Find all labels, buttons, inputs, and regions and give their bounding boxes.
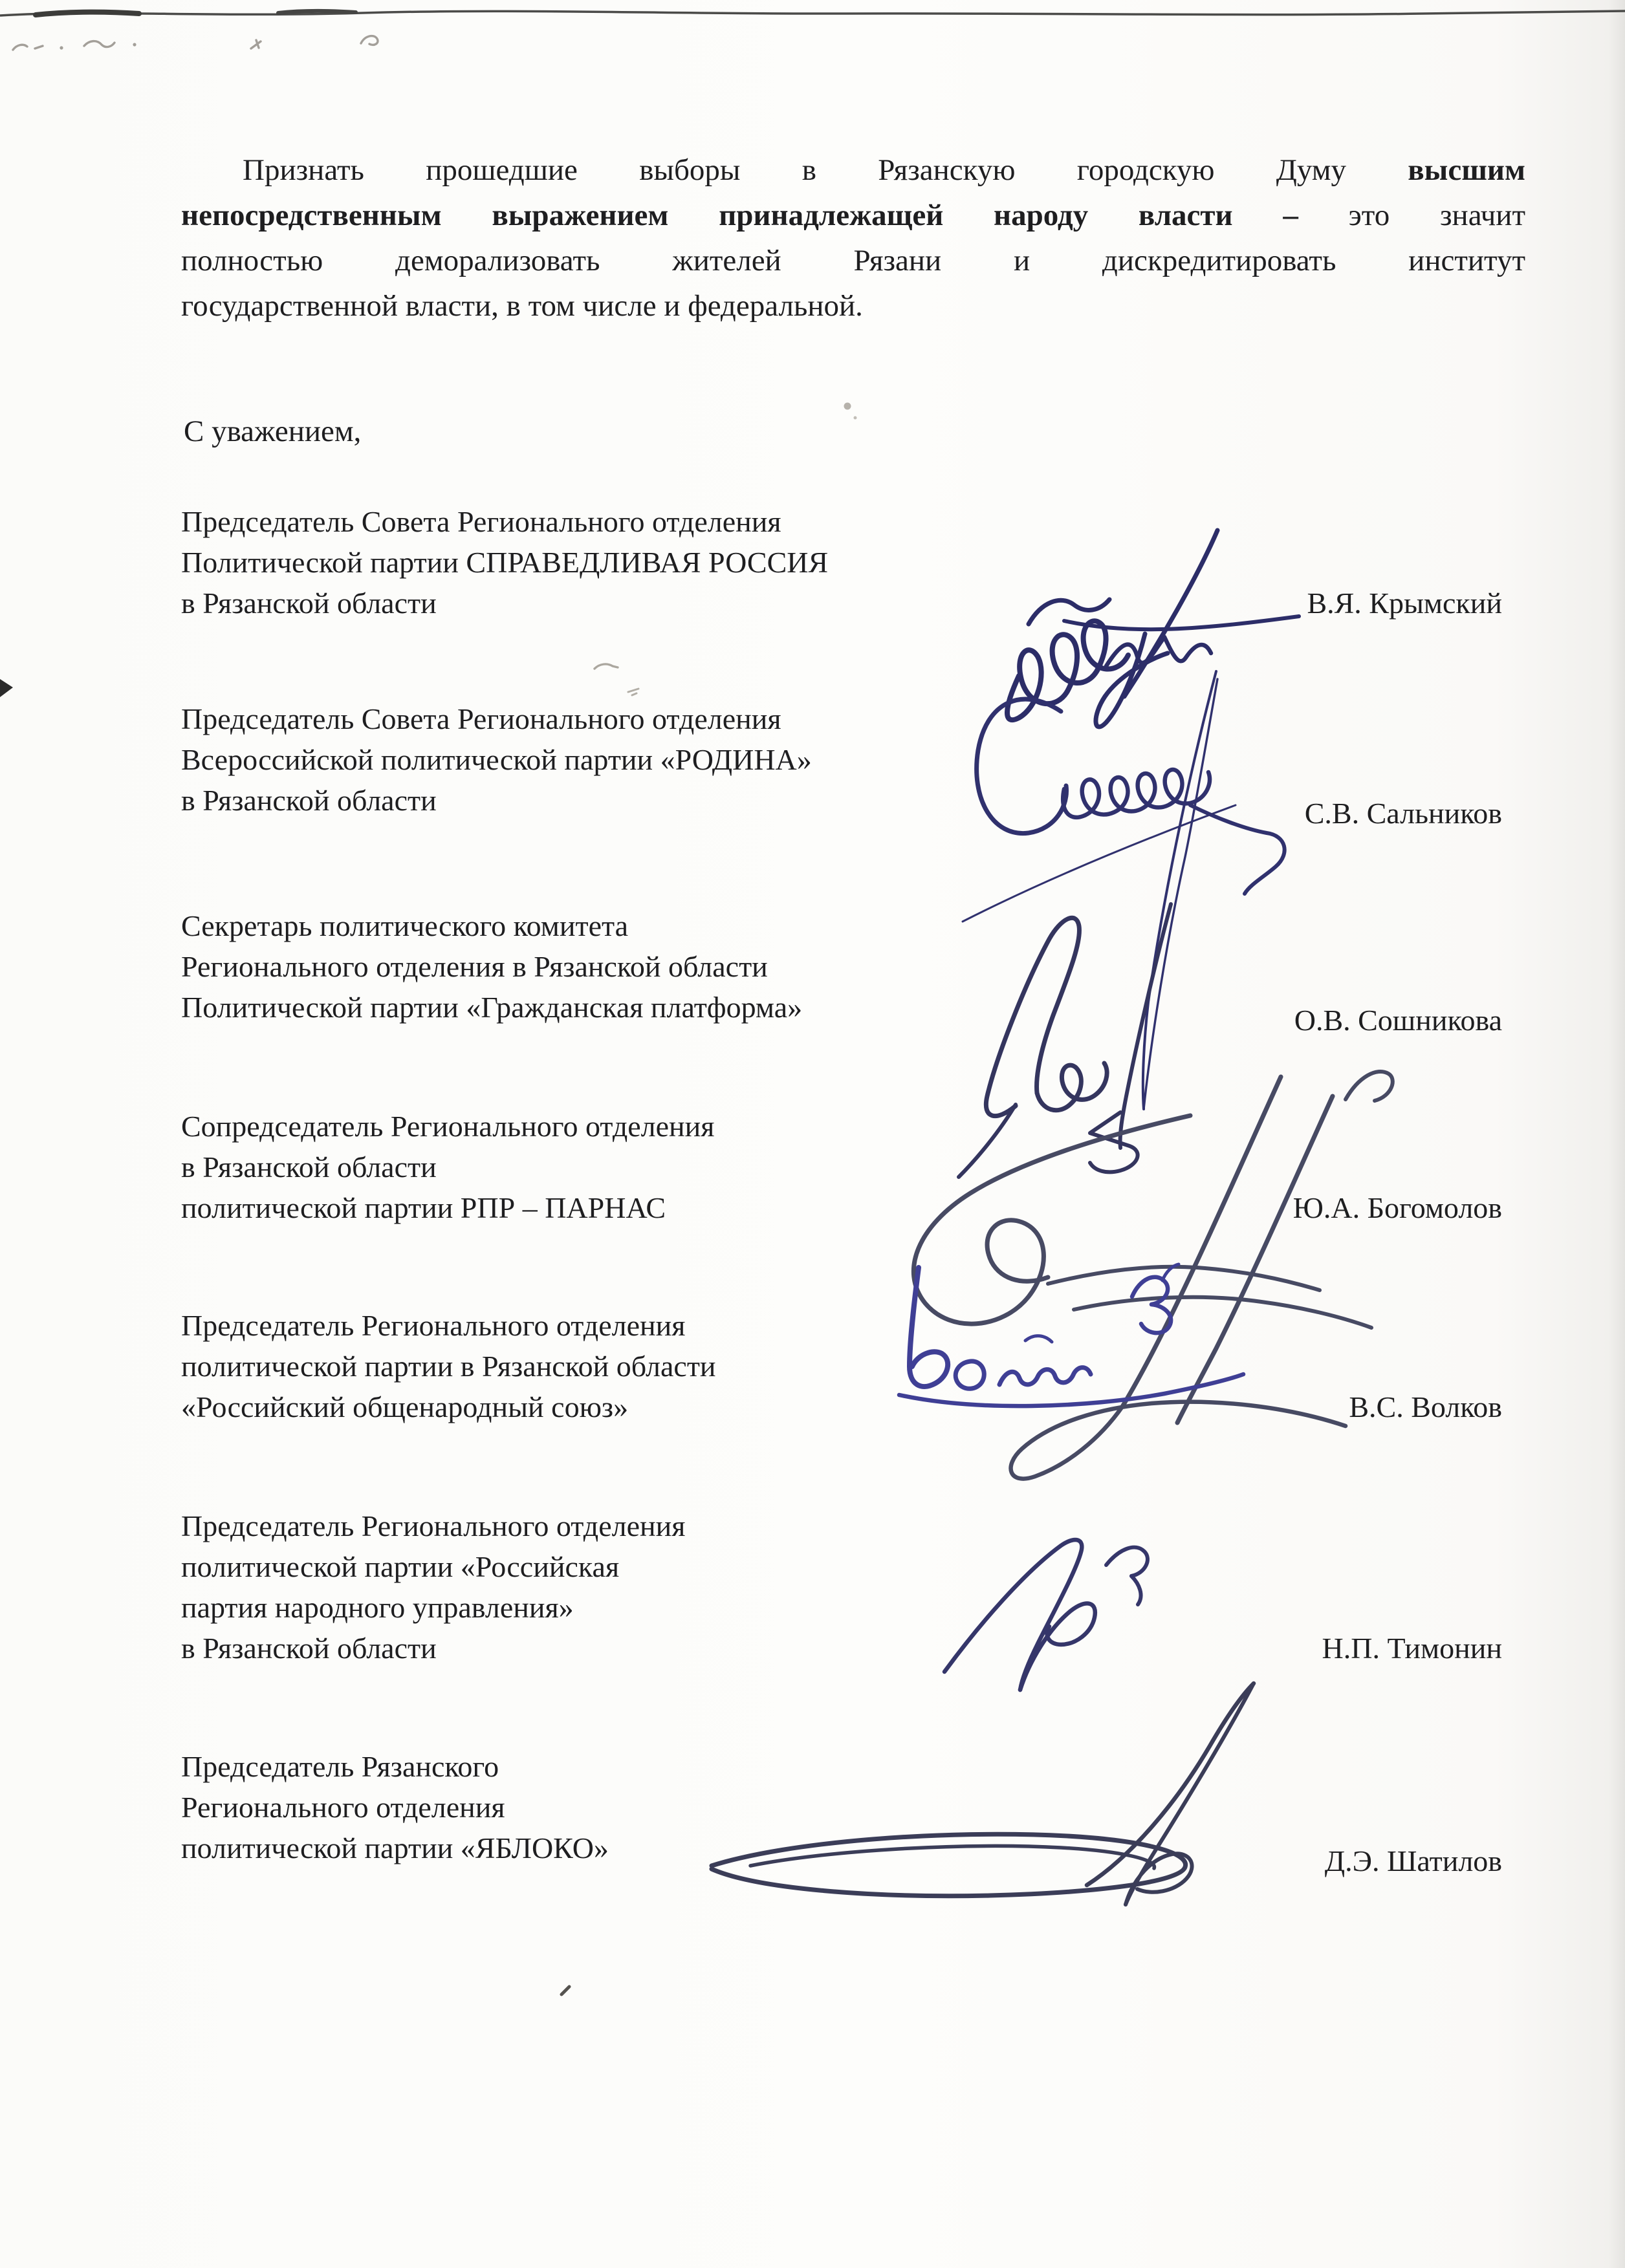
title-line: Политической партии «Гражданская платформа» (181, 991, 803, 1024)
title-line: в Рязанской области (181, 587, 437, 620)
signatory-block-7 (181, 1746, 1502, 1877)
title-line: Политической партии СПРАВЕДЛИВАЯ РОССИЯ (181, 546, 829, 579)
edge-nick (0, 678, 17, 700)
title-line: Председатель Совета Регионального отделения (181, 702, 781, 735)
title-line: политической партии РПР – ПАРНАС (181, 1191, 666, 1224)
title-line: Председатель Совета Регионального отделения (181, 505, 781, 538)
signatory-name: Н.П. Тимонин (1322, 1632, 1502, 1665)
signatory-title (181, 905, 1281, 1028)
signatory-name: С.В. Сальников (1304, 797, 1502, 830)
title-line: в Рязанской области (181, 1632, 437, 1665)
signatory-block-5 (181, 1305, 1502, 1427)
scan-edge-line (0, 0, 1625, 30)
title-line: Председатель Рязанского (181, 1750, 499, 1783)
signatory-block-1 (181, 501, 1502, 623)
paper-speck (840, 398, 866, 427)
paragraph-text: это значит (1348, 199, 1526, 232)
signatory-title (181, 1746, 1312, 1868)
pencil-marks (6, 29, 420, 68)
title-line: политической партии «Российская (181, 1550, 620, 1583)
paragraph-text: Признать прошедшие выборы в Рязанскую городскую Думу (243, 153, 1346, 187)
title-line: Регионального отделения в Рязанской области (181, 950, 768, 983)
signatory-block-2 (181, 698, 1502, 830)
title-line: партия народного управления» (181, 1591, 574, 1624)
closing-salutation: С уважением, (184, 415, 362, 448)
title-line: Сопредседатель Регионального отделения (181, 1110, 715, 1143)
signatory-title (181, 501, 1294, 623)
pencil-tick-marks (592, 658, 650, 704)
signatory-title (181, 1106, 1280, 1228)
title-line: политической партии в Рязанской области (181, 1350, 716, 1383)
body-paragraph (181, 147, 1525, 329)
title-line: Председатель Регионального отделения (181, 1309, 686, 1342)
title-line: в Рязанской области (181, 784, 437, 817)
title-line: в Рязанской области (181, 1150, 437, 1183)
title-line: «Российский общенародный союз» (181, 1390, 629, 1423)
signatory-block-4 (181, 1106, 1502, 1228)
title-line: Секретарь политического комитета (181, 909, 629, 942)
signatory-title (181, 1305, 1336, 1427)
paragraph-line (181, 283, 1525, 329)
signatory-name: О.В. Сошникова (1294, 1004, 1502, 1037)
signatory-name: В.С. Волков (1349, 1390, 1502, 1423)
signatory-name: Д.Э. Шатилов (1324, 1844, 1502, 1877)
title-line: Регионального отделения (181, 1791, 505, 1824)
paragraph-text: государственной власти, в том числе и федеральной. (181, 289, 863, 323)
paragraph-line (181, 238, 1525, 283)
paragraph-bold-text: высшим (1408, 153, 1526, 187)
title-line: Председатель Регионального отделения (181, 1509, 686, 1542)
signatory-name: В.Я. Крымский (1307, 587, 1502, 620)
bottom-speck (556, 1980, 589, 2003)
signatory-block-6 (181, 1506, 1502, 1669)
paragraph-text: полностью деморализовать жителей Рязани и дискредитировать институт (181, 244, 1525, 277)
title-line: политической партии «ЯБЛОКО» (181, 1831, 609, 1864)
paragraph-line (181, 147, 1525, 193)
paragraph-line (181, 193, 1525, 238)
paragraph-bold-text: непосредственным выражением принадлежащей народу власти – (181, 199, 1298, 232)
signatory-title (181, 698, 1292, 821)
signatory-block-3 (181, 905, 1502, 1037)
title-line: Всероссийской политической партии «РОДИНА» (181, 743, 812, 776)
signatory-name: Ю.А. Богомолов (1292, 1191, 1502, 1224)
signatory-title (181, 1506, 1309, 1669)
